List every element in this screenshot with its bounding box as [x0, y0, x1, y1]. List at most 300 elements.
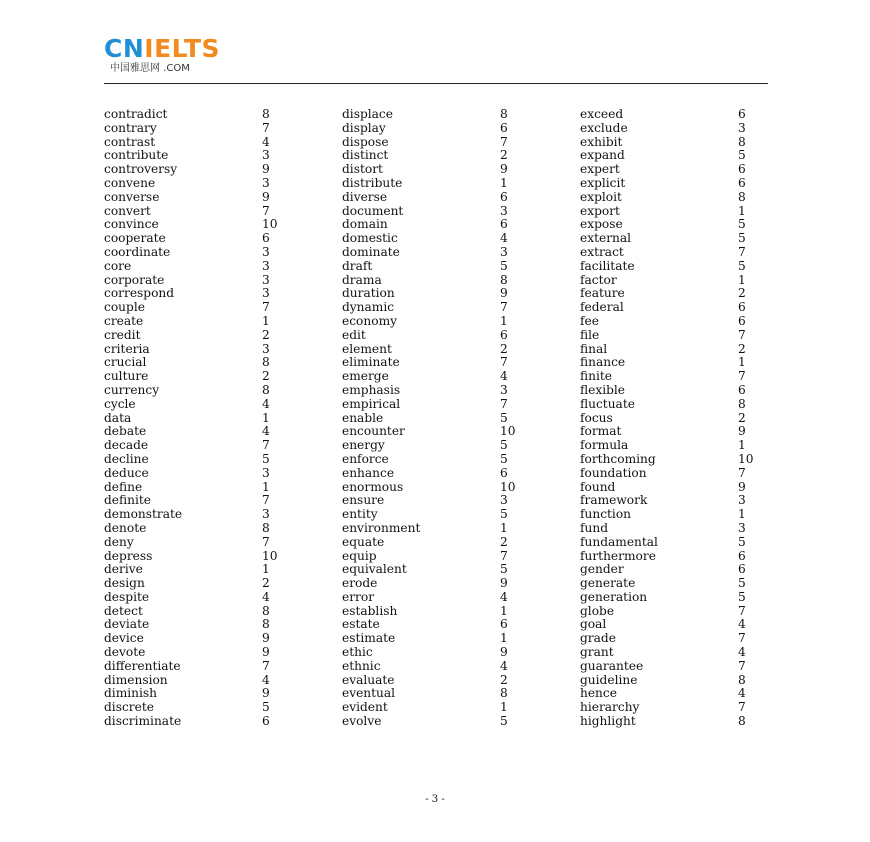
word-level: 6 [738, 300, 746, 315]
word-level: 10 [262, 217, 278, 232]
word-level: 3 [262, 258, 270, 273]
word-row [342, 467, 530, 481]
word-level: 6 [738, 562, 746, 577]
word-row [104, 191, 292, 205]
word-text: distort [342, 163, 383, 177]
word-level: 7 [500, 548, 508, 563]
word-level: 7 [262, 203, 270, 218]
word-text: flexible [580, 383, 626, 397]
word-level: 3 [500, 203, 508, 218]
word-level: 9 [262, 162, 270, 177]
word-text: generate [580, 577, 636, 591]
word-level: 2 [500, 341, 508, 356]
word-row [104, 232, 292, 246]
word-text: domestic [342, 232, 398, 246]
word-level: 4 [262, 134, 270, 149]
word-row [580, 260, 768, 274]
word-text: crucial [104, 356, 147, 370]
word-level: 4 [262, 672, 270, 687]
word-level: 1 [738, 272, 746, 287]
word-level: 5 [262, 700, 270, 715]
word-text: differentiate [104, 659, 181, 673]
word-level: 1 [500, 631, 508, 646]
word-text: currency [104, 383, 160, 397]
word-row [342, 260, 530, 274]
word-row [342, 274, 530, 288]
word-row [104, 453, 292, 467]
word-row [104, 550, 292, 564]
word-level: 7 [738, 631, 746, 646]
word-text: format [580, 425, 622, 439]
word-text: hence [580, 687, 617, 701]
word-text: finite [580, 370, 612, 384]
word-level: 6 [738, 382, 746, 397]
word-level: 10 [500, 424, 516, 439]
word-row [342, 646, 530, 660]
word-level: 3 [262, 507, 270, 522]
word-level: 6 [500, 189, 508, 204]
word-row [342, 439, 530, 453]
word-text: economy [342, 314, 398, 328]
word-text: decade [104, 439, 149, 453]
word-level: 2 [262, 576, 270, 591]
word-level: 7 [738, 700, 746, 715]
word-text: focus [580, 411, 613, 425]
word-row [580, 191, 768, 205]
site-logo [104, 36, 220, 75]
word-level: 7 [738, 327, 746, 342]
word-level: 1 [738, 507, 746, 522]
word-level: 7 [500, 355, 508, 370]
word-text: dynamic [342, 301, 395, 315]
word-text: fluctuate [580, 397, 635, 411]
word-row [104, 163, 292, 177]
word-level: 1 [262, 479, 270, 494]
word-text: controversy [104, 163, 178, 177]
word-level: 5 [500, 258, 508, 273]
word-level: 1 [500, 520, 508, 535]
word-level: 6 [738, 175, 746, 190]
word-row [342, 550, 530, 564]
word-row [342, 205, 530, 219]
word-level: 3 [500, 382, 508, 397]
word-row [342, 370, 530, 384]
word-level: 8 [738, 134, 746, 149]
word-text: despite [104, 590, 150, 604]
word-text: criteria [104, 342, 150, 356]
word-level: 5 [500, 562, 508, 577]
word-level: 8 [738, 714, 746, 729]
word-row [104, 494, 292, 508]
word-row [580, 632, 768, 646]
word-level: 1 [500, 700, 508, 715]
word-text: display [342, 121, 386, 135]
word-text: convene [104, 176, 156, 190]
word-row [580, 301, 768, 315]
word-text: credit [104, 328, 141, 342]
logo-wordmark [104, 36, 220, 62]
word-row [580, 618, 768, 632]
word-text: factor [580, 273, 617, 287]
word-row [342, 287, 530, 301]
word-row [580, 701, 768, 715]
word-text: framework [580, 494, 648, 508]
word-row [342, 301, 530, 315]
word-text: facilitate [580, 259, 635, 273]
word-row [342, 122, 530, 136]
word-level: 5 [738, 231, 746, 246]
word-level: 7 [262, 438, 270, 453]
word-text: eliminate [342, 356, 400, 370]
word-row [342, 412, 530, 426]
word-level: 4 [738, 617, 746, 632]
word-level: 2 [262, 369, 270, 384]
word-text: final [580, 342, 608, 356]
word-level: 6 [500, 617, 508, 632]
word-level: 1 [738, 355, 746, 370]
word-row [580, 122, 768, 136]
word-row [342, 163, 530, 177]
word-row [104, 398, 292, 412]
word-row [104, 122, 292, 136]
word-row [580, 494, 768, 508]
word-text: function [580, 508, 632, 522]
word-text: goal [580, 618, 607, 632]
word-text: device [104, 632, 144, 646]
word-row [342, 687, 530, 701]
word-level: 5 [500, 507, 508, 522]
word-row [342, 577, 530, 591]
page-number: - 3 - [425, 794, 445, 805]
word-row [580, 232, 768, 246]
word-level: 6 [738, 107, 746, 121]
word-text: generation [580, 590, 648, 604]
word-level: 8 [262, 520, 270, 535]
word-row [104, 591, 292, 605]
logo-ielts: IELTS [144, 34, 221, 63]
word-row [342, 218, 530, 232]
word-text: highlight [580, 715, 636, 729]
word-level: 6 [738, 313, 746, 328]
word-level: 6 [262, 714, 270, 729]
word-text: element [342, 342, 392, 356]
word-text: ethnic [342, 659, 381, 673]
word-row [580, 315, 768, 329]
word-level: 7 [738, 658, 746, 673]
word-text: duration [342, 287, 395, 301]
word-row [580, 274, 768, 288]
word-text: entity [342, 508, 378, 522]
word-level: 3 [262, 341, 270, 356]
word-text: foundation [580, 466, 647, 480]
word-text: convert [104, 204, 151, 218]
word-level: 6 [500, 120, 508, 135]
word-row [342, 398, 530, 412]
word-row [580, 467, 768, 481]
word-text: enormous [342, 480, 404, 494]
word-row [580, 218, 768, 232]
word-text: environment [342, 521, 421, 535]
word-row [104, 563, 292, 577]
word-row [104, 508, 292, 522]
word-text: draft [342, 259, 373, 273]
word-text: depress [104, 549, 153, 563]
word-text: estimate [342, 632, 396, 646]
word-row [104, 136, 292, 150]
word-text: converse [104, 190, 160, 204]
word-text: ethic [342, 646, 373, 660]
word-row [104, 315, 292, 329]
word-level: 9 [262, 189, 270, 204]
word-row [104, 605, 292, 619]
word-level: 1 [262, 562, 270, 577]
word-text: cycle [104, 397, 136, 411]
word-text: dispose [342, 135, 389, 149]
word-level: 4 [738, 645, 746, 660]
word-level: 7 [500, 396, 508, 411]
word-text: enforce [342, 452, 389, 466]
word-level: 2 [500, 534, 508, 549]
word-level: 3 [738, 493, 746, 508]
word-level: 2 [738, 286, 746, 301]
word-level: 8 [262, 107, 270, 121]
word-row [580, 287, 768, 301]
word-text: edit [342, 328, 366, 342]
word-row [104, 274, 292, 288]
word-level: 4 [500, 369, 508, 384]
word-text: core [104, 259, 132, 273]
word-row [580, 674, 768, 688]
word-level: 3 [500, 493, 508, 508]
word-row [104, 370, 292, 384]
word-text: diverse [342, 190, 388, 204]
word-row [104, 701, 292, 715]
word-text: explicit [580, 176, 626, 190]
word-row [342, 701, 530, 715]
word-text: displace [342, 108, 393, 121]
word-text: expert [580, 163, 620, 177]
word-level: 6 [500, 327, 508, 342]
word-row [342, 149, 530, 163]
word-level: 2 [500, 672, 508, 687]
word-row [104, 149, 292, 163]
word-level: 5 [500, 438, 508, 453]
word-level: 5 [500, 410, 508, 425]
word-text: feature [580, 287, 625, 301]
word-row [342, 605, 530, 619]
word-text: dominate [342, 245, 400, 259]
word-text: decline [104, 452, 149, 466]
word-row [580, 577, 768, 591]
word-level: 1 [500, 175, 508, 190]
header-divider [104, 83, 768, 84]
word-text: globe [580, 604, 615, 618]
word-row [580, 453, 768, 467]
word-text: equate [342, 535, 385, 549]
word-row [580, 136, 768, 150]
word-text: export [580, 204, 620, 218]
word-level: 7 [262, 120, 270, 135]
word-text: equivalent [342, 563, 407, 577]
word-text: estate [342, 618, 380, 632]
word-text: enhance [342, 466, 395, 480]
word-row [342, 232, 530, 246]
word-text: deviate [104, 618, 150, 632]
word-row [342, 660, 530, 674]
word-text: discrete [104, 701, 154, 715]
word-text: formula [580, 439, 629, 453]
word-row [104, 356, 292, 370]
word-level: 5 [262, 451, 270, 466]
word-level: 8 [262, 355, 270, 370]
word-column-1 [104, 108, 292, 729]
word-level: 3 [262, 465, 270, 480]
word-row [580, 163, 768, 177]
word-row [580, 522, 768, 536]
word-row [342, 563, 530, 577]
word-row [580, 370, 768, 384]
word-row [342, 481, 530, 495]
word-text: error [342, 590, 375, 604]
word-text: expand [580, 149, 625, 163]
word-level: 10 [500, 479, 516, 494]
word-row [342, 522, 530, 536]
word-level: 9 [262, 686, 270, 701]
word-row [104, 618, 292, 632]
word-row [342, 343, 530, 357]
word-text: furthermore [580, 549, 656, 563]
word-row [580, 563, 768, 577]
word-text: fee [580, 314, 599, 328]
word-text: erode [342, 577, 378, 591]
word-text: exceed [580, 108, 624, 121]
logo-cn: CN [104, 34, 145, 63]
word-text: empirical [342, 397, 401, 411]
word-row [104, 646, 292, 660]
word-level: 8 [500, 686, 508, 701]
word-level: 5 [500, 714, 508, 729]
word-row [342, 329, 530, 343]
word-level: 4 [500, 231, 508, 246]
word-column-2 [342, 108, 530, 729]
word-text: contrary [104, 121, 157, 135]
word-row [104, 632, 292, 646]
word-text: energy [342, 439, 385, 453]
word-text: fundamental [580, 535, 658, 549]
word-column-3 [580, 108, 768, 729]
word-row [342, 453, 530, 467]
word-level: 8 [500, 107, 508, 121]
word-level: 9 [500, 286, 508, 301]
word-level: 10 [262, 548, 278, 563]
word-text: diminish [104, 687, 158, 701]
word-row [104, 384, 292, 398]
word-row [104, 177, 292, 191]
word-row [342, 246, 530, 260]
word-row [342, 136, 530, 150]
word-text: enable [342, 411, 384, 425]
word-text: correspond [104, 287, 175, 301]
word-row [104, 522, 292, 536]
word-text: emerge [342, 370, 389, 384]
word-row [580, 715, 768, 729]
word-row [580, 149, 768, 163]
word-level: 4 [262, 396, 270, 411]
word-row [580, 660, 768, 674]
word-level: 6 [738, 548, 746, 563]
word-level: 3 [500, 244, 508, 259]
word-level: 2 [500, 148, 508, 163]
word-text: exhibit [580, 135, 623, 149]
word-level: 4 [738, 686, 746, 701]
word-row [342, 356, 530, 370]
word-level: 1 [500, 313, 508, 328]
word-row [104, 301, 292, 315]
word-text: contribute [104, 149, 169, 163]
word-text: guideline [580, 673, 638, 687]
word-text: external [580, 232, 632, 246]
word-row [104, 246, 292, 260]
word-row [104, 260, 292, 274]
word-level: 8 [738, 672, 746, 687]
word-level: 9 [500, 645, 508, 660]
word-level: 9 [262, 631, 270, 646]
word-level: 5 [738, 576, 746, 591]
word-level: 7 [262, 534, 270, 549]
word-level: 7 [738, 603, 746, 618]
word-text: dimension [104, 673, 168, 687]
word-row [580, 205, 768, 219]
word-level: 3 [262, 148, 270, 163]
word-level: 5 [738, 148, 746, 163]
word-row [580, 177, 768, 191]
word-text: convince [104, 218, 159, 232]
word-text: definite [104, 494, 152, 508]
word-level: 6 [500, 217, 508, 232]
word-row [104, 218, 292, 232]
word-level: 1 [738, 203, 746, 218]
word-text: contradict [104, 108, 168, 121]
word-level: 8 [738, 396, 746, 411]
word-level: 7 [262, 493, 270, 508]
word-row [104, 467, 292, 481]
word-row [580, 481, 768, 495]
word-level: 10 [738, 451, 754, 466]
word-row [104, 536, 292, 550]
word-text: finance [580, 356, 626, 370]
word-text: design [104, 577, 145, 591]
word-row [342, 632, 530, 646]
word-text: fund [580, 521, 609, 535]
word-text: document [342, 204, 404, 218]
word-level: 6 [500, 465, 508, 480]
word-row [580, 508, 768, 522]
word-row [104, 205, 292, 219]
word-row [342, 536, 530, 550]
word-text: contrast [104, 135, 156, 149]
word-text: devote [104, 646, 146, 660]
word-text: deny [104, 535, 134, 549]
word-row [580, 605, 768, 619]
word-row [580, 329, 768, 343]
word-text: found [580, 480, 616, 494]
word-text: discriminate [104, 715, 182, 729]
word-text: data [104, 411, 132, 425]
word-row [104, 412, 292, 426]
word-row [342, 108, 530, 122]
word-text: detect [104, 604, 143, 618]
word-level: 4 [500, 589, 508, 604]
